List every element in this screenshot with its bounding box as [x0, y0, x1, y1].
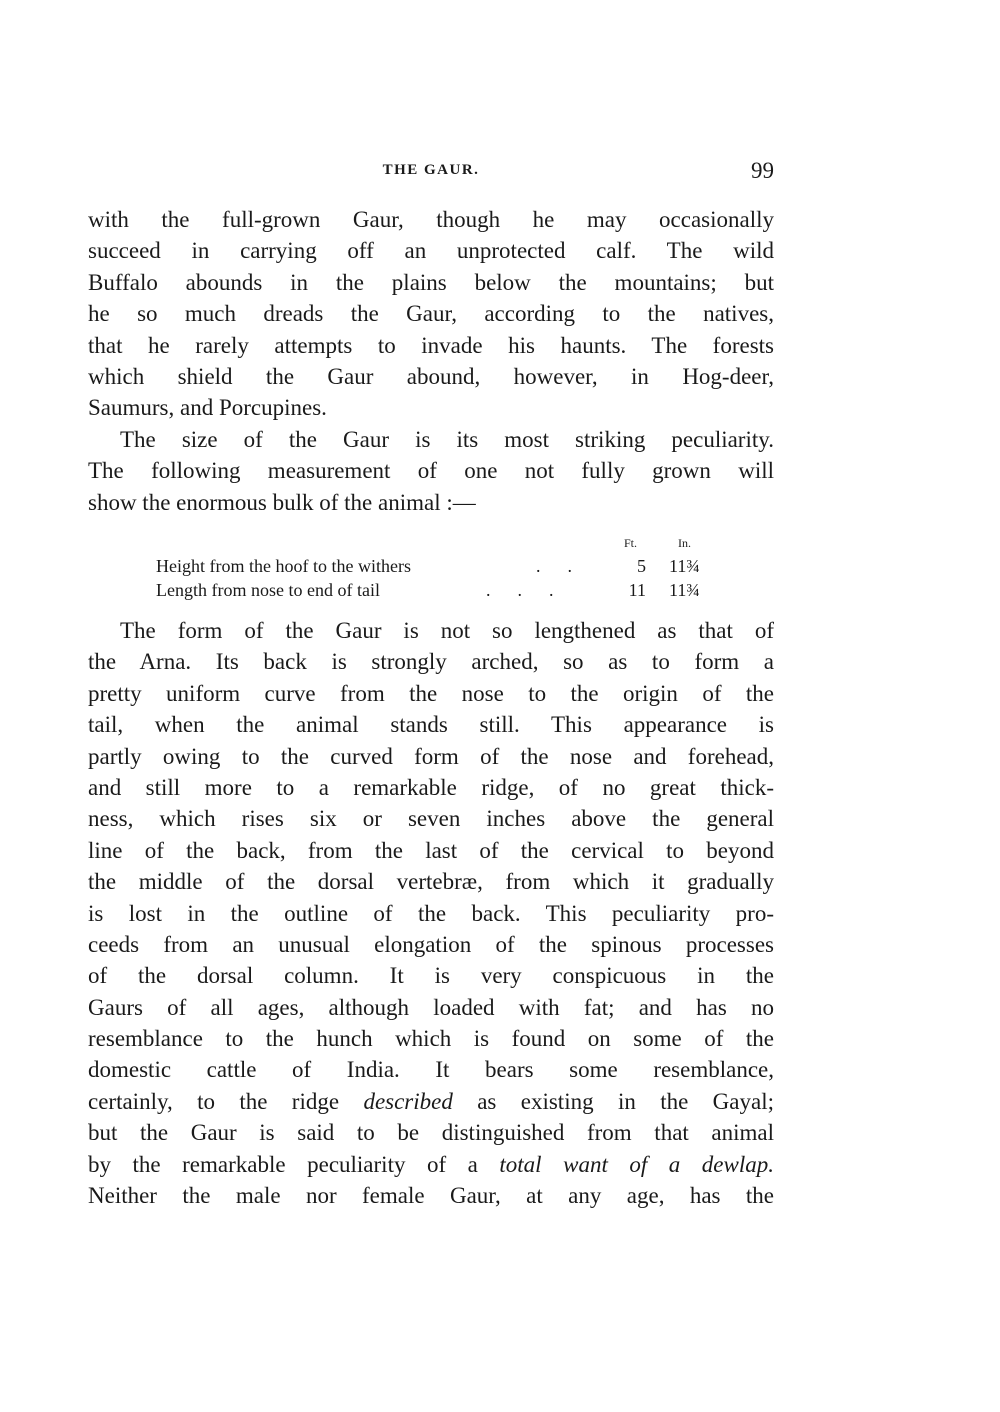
text-line: which shield the Gaur abound, however, in Hog-deer,: [88, 363, 774, 389]
text-line: but the Gaur is said to be distinguished from that animal: [88, 1120, 774, 1146]
text-segment: by the remarkable peculiarity of a: [88, 1151, 500, 1177]
italic-text: total want of a dewlap.: [499, 1151, 774, 1177]
text-line: Gaurs of all ages, although loaded with fat; and has no: [88, 994, 774, 1020]
measurement-row: [156, 554, 716, 578]
text-line: Neither the male nor female Gaur, at any age, has the: [88, 1183, 774, 1209]
text-line: resemblance to the hunch which is found on some of the: [88, 1026, 774, 1052]
body-text-top: [88, 204, 774, 518]
text-line: domestic cattle of India. It bears some resemblance,: [88, 1057, 774, 1083]
measurement-row: [156, 578, 716, 602]
measurement-feet: 11: [628, 580, 646, 600]
text-line: succeed in carrying off an unprotected calf. The wild: [88, 238, 774, 264]
text-line: is lost in the outline of the back. This peculiarity pro-: [88, 900, 774, 926]
text-line: he so much dreads the Gaur, according to the natives,: [88, 301, 774, 327]
measurement-inches: 11¾: [669, 580, 700, 600]
measurement-feet: 5: [637, 556, 646, 576]
text-line: The following measurement of one not fully grown will: [88, 458, 774, 484]
text-line: pretty uniform curve from the nose to the origin of the: [88, 680, 774, 706]
text-line: line of the back, from the last of the cervical to beyond: [88, 837, 774, 863]
text-line: show the enormous bulk of the animal :—: [88, 489, 476, 515]
text-line: The size of the Gaur is its most striking peculiarity.: [120, 426, 774, 452]
text-line: Saumurs, and Porcupines.: [88, 395, 327, 421]
text-line: of the dorsal column. It is very conspicuous in the: [88, 963, 774, 989]
measurement-inches: 11¾: [669, 556, 700, 576]
page-number: 99: [751, 158, 774, 183]
measurement-label: Height from the hoof to the withers: [156, 556, 411, 576]
italic-text: described: [363, 1088, 453, 1114]
text-line: the middle of the dorsal vertebræ, from which it gradually: [88, 869, 774, 895]
measurement-label: Length from nose to end of tail: [156, 580, 380, 600]
text-line: tail, when the animal stands still. This appearance is: [88, 712, 774, 738]
text-line: the Arna. Its back is strongly arched, so as to form a: [88, 649, 774, 675]
text-line: Buffalo abounds in the plains below the mountains; but: [88, 269, 774, 295]
leader-dots: . .: [536, 556, 572, 576]
text-line: that he rarely attempts to invade his haunts. The forests: [88, 332, 774, 358]
text-line: ceeds from an unusual elongation of the spinous processes: [88, 931, 774, 957]
measurement-table: [156, 532, 716, 602]
text-line: The form of the Gaur is not so lengthened as that of: [120, 618, 774, 643]
column-header-feet: Ft.: [624, 536, 638, 550]
text-segment: certainly, to the ridge: [88, 1088, 364, 1114]
text-line: partly owing to the curved form of the nose and forehead,: [88, 743, 774, 769]
text-line: [88, 1149, 774, 1180]
body-text-bottom: [88, 615, 774, 1211]
running-title: THE GAUR.: [382, 162, 480, 178]
running-head: [88, 158, 774, 188]
text-line: and still more to a remarkable ridge, of no great thick-: [88, 774, 774, 800]
leader-dots: . . .: [486, 580, 554, 600]
text-line: ness, which rises six or seven inches above the general: [88, 806, 774, 832]
text-line: with the full-grown Gaur, though he may occasionally: [88, 207, 774, 232]
column-header-inches: In.: [678, 536, 691, 550]
measurement-header: [156, 532, 716, 554]
text-segment: as existing in the Gayal;: [452, 1088, 774, 1114]
text-line: [88, 1086, 774, 1117]
